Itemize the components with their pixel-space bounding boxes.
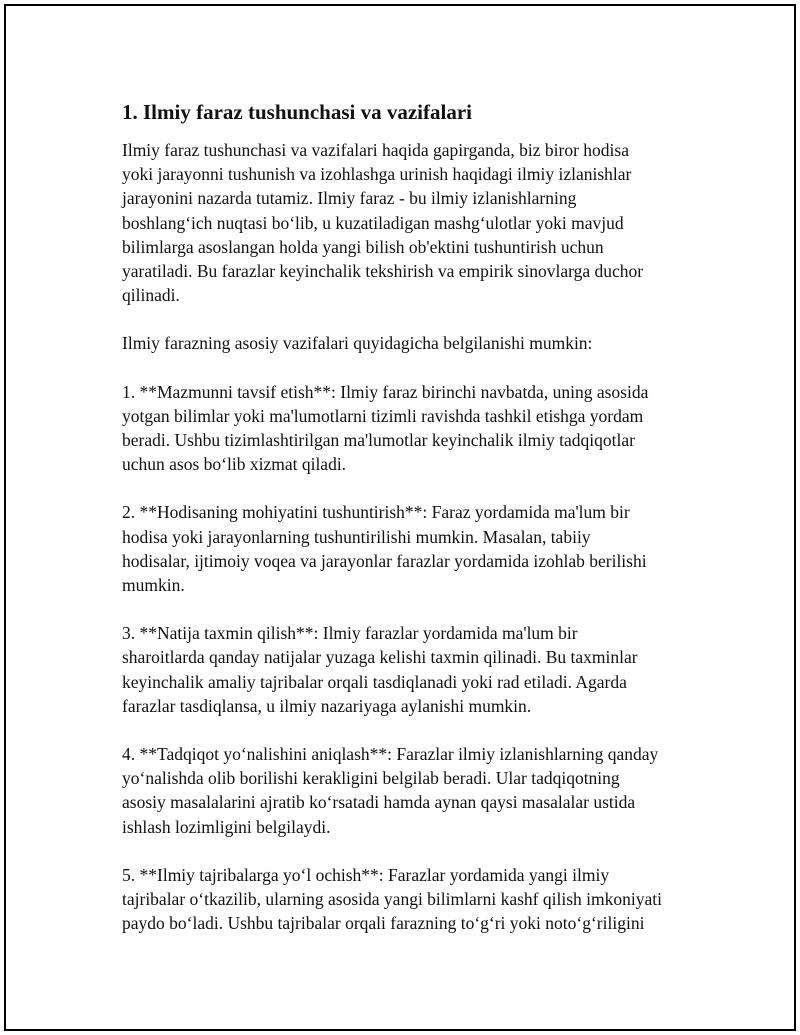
paragraph-spacer [122,718,712,742]
paragraph-spacer [122,839,712,863]
paragraph-spacer [122,597,712,621]
list-item-5: 5. **Ilmiy tajribalarga yo‘l ochish**: Farazlar yordamida yangi ilmiy tajribalar o‘tkazilib, ularning asosida yangi bilimlarni kashf qilish imkoniyati paydo bo‘ladi. Ushbu tajribalar orqali farazning to‘g‘ri yoki noto‘g‘riligini [122,864,662,934]
paragraph-spacer [122,356,712,380]
paragraph-spacer [122,307,712,331]
list-item-3: 3. **Natija taxmin qilish**: Ilmiy farazlar yordamida ma'lum bir sharoitlarda qanday natijalar yuzaga kelishi taxmin qilinadi. Bu taxminlar keyinchalik amaliy tajribalar orqali tasdiqlanadi yoki rad etiladi. Agarda farazlar tasdiqlansa, u ilmiy nazariyaga aylanishi mumkin. [122,623,638,716]
intro-paragraph: Ilmiy faraz tushunchasi va vazifalari haqida gapirganda, biz biror hodisa yoki jarayonni tushunish va izohlashga urinish haqidagi ilmiy izlanishlar jarayonini nazarda tutamiz. Ilmiy faraz - bu ilmiy izlanishlarning boshlang‘ich nuqtasi bo‘lib, u kuzatiladigan mashg‘ulotlar yoki mavjud bilimlarga asoslangan holda yangi bilish ob'ektini tushuntirish uchun yaratiladi. Bu farazlar keyinchalik tekshirish va empirik sinovlarga duchor qilinadi. [122,140,644,306]
list-item-4: 4. **Tadqiqot yo‘nalishini aniqlash**: Farazlar ilmiy izlanishlarning qanday yo‘nalishda olib borilishi kerakligini belgilab beradi. Ular tadqiqotning asosiy masalalarini ajratib ko‘rsatadi hamda aynan qaysi masalalar ustida ishlash lozimligini belgilaydi. [122,744,659,837]
list-item-1: 1. **Mazmunni tavsif etish**: Ilmiy faraz birinchi navbatda, uning asosida yotgan bilimlar yoki ma'lumotlarni tizimli ravishda tashkil etishga yordam beradi. Ushbu tizimlashtirilgan ma'lumotlar keyinchalik ilmiy tadqiqotlar uchun asos bo‘lib xizmat qiladi. [122,381,649,475]
document-title: 1. Ilmiy faraz tushunchasi va vazifalari [122,100,472,124]
list-item-2: 2. **Hodisaning mohiyatini tushuntirish**: Faraz yordamida ma'lum bir hodisa yoki jarayonlarning tushuntirilishi mumkin. Masalan, tabiiy hodisalar, ijtimoiy voqea va jarayonlar farazlar yordamida izohlab berilishi mumkin. [122,502,647,596]
functions-lead-paragraph: Ilmiy farazning asosiy vazifalari quyidagicha belgilanishi mumkin: [122,333,593,354]
paragraph-spacer [122,476,712,500]
page-frame [4,4,796,1031]
document-body [122,98,712,935]
